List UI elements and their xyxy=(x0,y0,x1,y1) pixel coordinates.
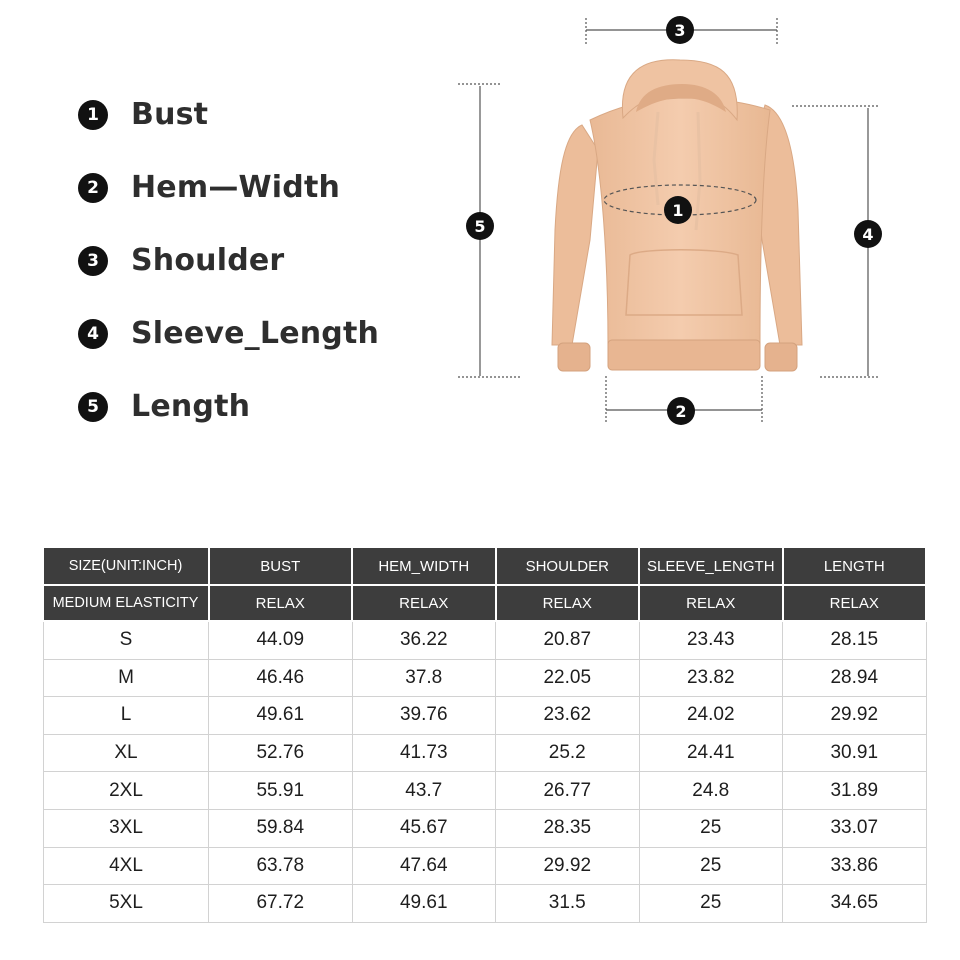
measurement-cell: 33.86 xyxy=(783,847,927,885)
measurement-cell: 24.02 xyxy=(639,697,783,735)
svg-text:1: 1 xyxy=(672,201,684,220)
size-cell: L xyxy=(44,697,209,735)
header-fit-sleeve-length: RELAX xyxy=(639,585,783,621)
marker-4 xyxy=(854,220,882,248)
size-cell: 4XL xyxy=(44,847,209,885)
legend-label-sleeve-length: Sleeve_Length xyxy=(131,316,380,351)
measurement-cell: 28.35 xyxy=(496,809,640,847)
header-row-measurements xyxy=(44,548,927,585)
marker-5 xyxy=(466,212,494,240)
measurement-cell: 44.09 xyxy=(209,621,353,659)
measurement-cell: 31.89 xyxy=(783,772,927,810)
measurement-cell: 25 xyxy=(639,809,783,847)
svg-text:4: 4 xyxy=(862,225,874,244)
measurement-cell: 49.61 xyxy=(209,697,353,735)
measurement-cell: 30.91 xyxy=(783,734,927,772)
header-fit-length: RELAX xyxy=(783,585,927,621)
measurement-cell: 25 xyxy=(639,847,783,885)
measurement-cell: 22.05 xyxy=(496,659,640,697)
legend-number-2: 2 xyxy=(78,173,108,203)
legend-item-shoulder xyxy=(78,224,379,297)
header-sleeve-length: SLEEVE_LENGTH xyxy=(639,548,783,585)
hoodie-measurement-diagram xyxy=(440,0,920,470)
table-row xyxy=(44,809,927,847)
size-chart-header xyxy=(44,548,927,621)
header-size-unit: SIZE(UNIT:INCH) xyxy=(44,548,209,585)
measurement-cell: 46.46 xyxy=(209,659,353,697)
measurement-cell: 37.8 xyxy=(352,659,496,697)
measurement-cell: 31.5 xyxy=(496,885,640,923)
header-fit-bust: RELAX xyxy=(209,585,353,621)
measurement-cell: 28.15 xyxy=(783,621,927,659)
measurement-cell: 47.64 xyxy=(352,847,496,885)
measurement-legend xyxy=(78,78,379,443)
measurement-cell: 25 xyxy=(639,885,783,923)
svg-text:2: 2 xyxy=(675,402,687,421)
measurement-cell: 23.43 xyxy=(639,621,783,659)
legend-number-5: 5 xyxy=(78,392,108,422)
measurement-cell: 23.82 xyxy=(639,659,783,697)
size-cell: 2XL xyxy=(44,772,209,810)
measurement-cell: 59.84 xyxy=(209,809,353,847)
header-shoulder: SHOULDER xyxy=(496,548,640,585)
table-row xyxy=(44,885,927,923)
svg-text:3: 3 xyxy=(674,21,686,40)
measurement-cell: 41.73 xyxy=(352,734,496,772)
measurement-cell: 49.61 xyxy=(352,885,496,923)
legend-label-shoulder: Shoulder xyxy=(131,243,285,278)
header-fit-shoulder: RELAX xyxy=(496,585,640,621)
legend-item-hem-width xyxy=(78,151,379,224)
measurement-cell: 33.07 xyxy=(783,809,927,847)
size-cell: 5XL xyxy=(44,885,209,923)
table-row xyxy=(44,734,927,772)
measurement-cell: 55.91 xyxy=(209,772,353,810)
size-cell: 3XL xyxy=(44,809,209,847)
marker-3 xyxy=(666,16,694,44)
measurement-cell: 67.72 xyxy=(209,885,353,923)
measurement-cell: 36.22 xyxy=(352,621,496,659)
legend-item-bust xyxy=(78,78,379,151)
measurement-cell: 39.76 xyxy=(352,697,496,735)
marker-2 xyxy=(667,397,695,425)
measurement-cell: 29.92 xyxy=(496,847,640,885)
measurement-cell: 28.94 xyxy=(783,659,927,697)
table-row xyxy=(44,659,927,697)
legend-label-hem-width: Hem—Width xyxy=(131,170,341,205)
legend-item-length xyxy=(78,370,379,443)
measurement-cell: 43.7 xyxy=(352,772,496,810)
size-cell: S xyxy=(44,621,209,659)
svg-text:5: 5 xyxy=(474,217,486,236)
header-bust: BUST xyxy=(209,548,353,585)
legend-label-length: Length xyxy=(131,389,251,424)
measurement-cell: 29.92 xyxy=(783,697,927,735)
legend-number-4: 4 xyxy=(78,319,108,349)
table-row xyxy=(44,697,927,735)
header-hem-width: HEM_WIDTH xyxy=(352,548,496,585)
marker-1 xyxy=(664,196,692,224)
measurement-cell: 26.77 xyxy=(496,772,640,810)
size-cell: M xyxy=(44,659,209,697)
legend-item-sleeve-length xyxy=(78,297,379,370)
size-chart-body xyxy=(44,621,927,922)
measurement-cell: 24.8 xyxy=(639,772,783,810)
measurement-cell: 34.65 xyxy=(783,885,927,923)
legend-label-bust: Bust xyxy=(131,97,209,132)
measurement-cell: 25.2 xyxy=(496,734,640,772)
measurement-cell: 52.76 xyxy=(209,734,353,772)
size-chart-table xyxy=(43,548,927,923)
measurement-cell: 23.62 xyxy=(496,697,640,735)
legend-number-3: 3 xyxy=(78,246,108,276)
header-fit-hem-width: RELAX xyxy=(352,585,496,621)
table-row xyxy=(44,621,927,659)
table-row xyxy=(44,772,927,810)
measurement-cell: 45.67 xyxy=(352,809,496,847)
header-elasticity: MEDIUM ELASTICITY xyxy=(44,585,209,621)
measurement-cell: 20.87 xyxy=(496,621,640,659)
header-row-elasticity xyxy=(44,585,927,621)
size-cell: XL xyxy=(44,734,209,772)
header-length: LENGTH xyxy=(783,548,927,585)
legend-number-1: 1 xyxy=(78,100,108,130)
table-row xyxy=(44,847,927,885)
measurement-cell: 63.78 xyxy=(209,847,353,885)
measurement-cell: 24.41 xyxy=(639,734,783,772)
